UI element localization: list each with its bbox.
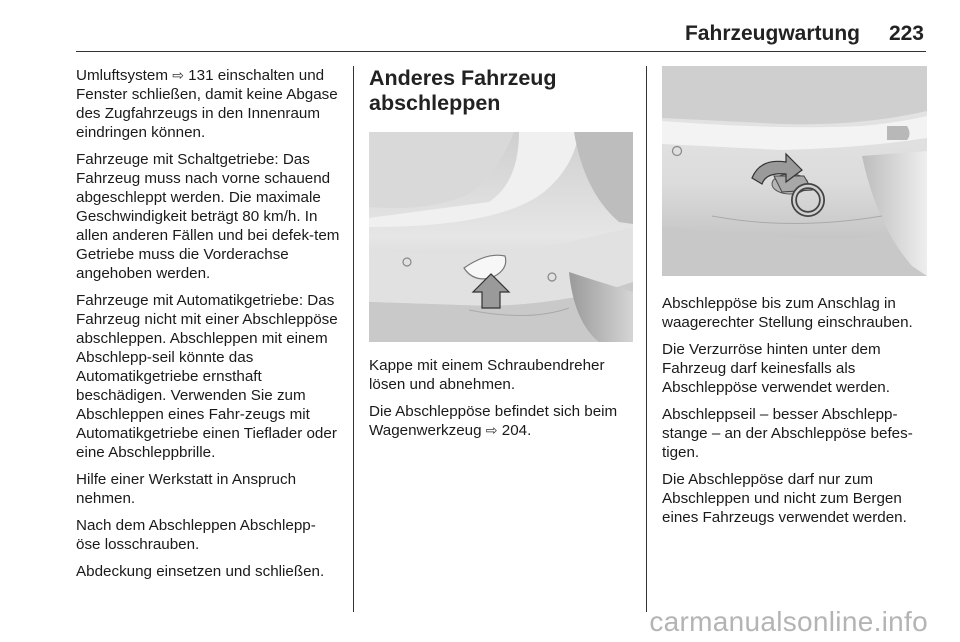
figure-bumper-cap: [369, 132, 633, 342]
figure-tow-eye: [662, 66, 927, 276]
paragraph: Abdeckung einsetzen und schließen.: [76, 563, 325, 580]
paragraph: Fahrzeuge mit Automatikgetriebe: Das Fahrzeug nicht mit einer Abschleppöse abschleppen. Abschleppen mit einem Abschlepp-seil könnte das Automatikgetriebe ernsthaft beschädigen. Verwenden Sie zum Abschleppen eines Fahr-zeugs mit Automatikgetriebe einen Tieflader oder eine Abschleppbrille.: [76, 292, 338, 461]
paragraph: Fahrzeuge mit Schaltgetriebe: Das Fahrzeug muss nach vorne schauend abgeschleppt werden. Die maximale Geschwindigkeit beträgt 80 km/h. In allen anderen Fällen und bei defek-tem Getriebe muss die Vorderachse angehoben werden.: [76, 151, 340, 282]
page-number: 223: [888, 22, 924, 45]
paragraph: Die Abschleppöse befindet sich beim Wagenwerkzeug ⇨ 204.: [369, 403, 618, 439]
paragraph: Die Verzurröse hinten unter dem Fahrzeug darf keinesfalls als Abschleppöse verwendet werden.: [662, 341, 890, 396]
paragraph: Abschleppseil – besser Abschlepp-stange – an der Abschleppöse befes-tigen.: [662, 406, 913, 461]
section-heading: Anderes Fahrzeug abschleppen: [369, 66, 557, 115]
watermark: carmanualsonline.info: [649, 606, 928, 637]
arrow-ref-icon: ⇨: [485, 422, 498, 438]
paragraph: Kappe mit einem Schraubendreher lösen und abnehmen.: [369, 357, 605, 393]
column-3: [662, 66, 927, 535]
column-divider-2: [646, 66, 647, 612]
column-divider-1: [353, 66, 354, 612]
paragraph: Abschleppöse bis zum Anschlag in waagerechter Stellung einschrauben.: [662, 295, 913, 331]
page-header: [0, 0, 960, 60]
paragraph: Umluftsystem ⇨ 131 einschalten und Fenster schließen, damit keine Abgase des Zugfahrzeugs in den Innenraum eindringen können.: [76, 67, 338, 141]
paragraph: Nach dem Abschleppen Abschlepp-öse losschrauben.: [76, 517, 316, 553]
tow-eye-mounted-illustration: [662, 66, 927, 276]
column-2: [369, 66, 633, 448]
header-rule: [76, 51, 926, 52]
car-rear-bumper-cap-illustration: [369, 132, 633, 342]
paragraph: Hilfe einer Werkstatt in Anspruch nehmen.: [76, 471, 297, 507]
section-title: Fahrzeugwartung: [684, 22, 860, 45]
arrow-ref-icon: ⇨: [172, 67, 184, 83]
column-1: [76, 66, 340, 589]
paragraph: Die Abschleppöse darf nur zum Abschleppen und nicht zum Bergen eines Fahrzeugs verwendet werden.: [662, 471, 907, 526]
